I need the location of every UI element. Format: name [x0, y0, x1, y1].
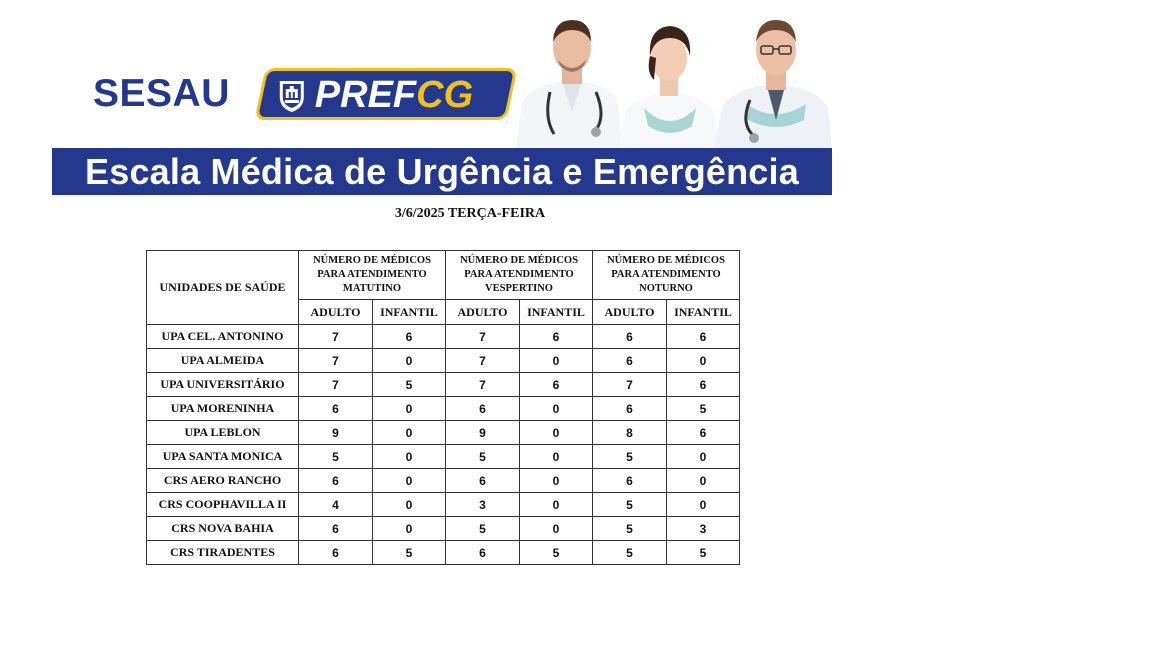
table-body — [147, 325, 740, 565]
doctor-count-cell: 0 — [667, 493, 740, 517]
unit-name: UPA CEL. ANTONINO — [147, 325, 299, 349]
doctor-count-cell: 0 — [520, 493, 593, 517]
group-line: MATUTINO — [342, 283, 402, 294]
unit-name: UPA MORENINHA — [147, 397, 299, 421]
group-line: PARA ATENDIMENTO — [611, 269, 721, 280]
group-line: NÚMERO DE MÉDICOS — [607, 255, 725, 266]
table-row — [147, 445, 740, 469]
sub-infant-header: INFANTIL — [520, 300, 593, 325]
doctor-count-cell: 7 — [299, 349, 373, 373]
doctor-count-cell: 0 — [520, 517, 593, 541]
doctor-count-cell: 6 — [593, 349, 667, 373]
unit-header: UNIDADES DE SAÚDE — [147, 251, 299, 325]
doctor-count-cell: 0 — [373, 421, 446, 445]
doctor-count-cell: 5 — [667, 541, 740, 565]
doctor-count-cell: 5 — [446, 517, 520, 541]
group-header-matutino — [299, 251, 446, 300]
doctor-count-cell: 5 — [299, 445, 373, 469]
unit-name: CRS COOPHAVILLA II — [147, 493, 299, 517]
table-row — [147, 517, 740, 541]
doctor-count-cell: 5 — [593, 445, 667, 469]
doctor-count-cell: 6 — [667, 373, 740, 397]
group-header-vespertino — [446, 251, 593, 300]
doctor-count-cell: 6 — [299, 469, 373, 493]
doctor-count-cell: 6 — [373, 325, 446, 349]
doctor-count-cell: 0 — [373, 469, 446, 493]
doctor-count-cell: 4 — [299, 493, 373, 517]
header-banner — [52, 8, 832, 195]
doctor-count-cell: 6 — [667, 325, 740, 349]
unit-name: CRS AERO RANCHO — [147, 469, 299, 493]
doctor-count-cell: 6 — [299, 397, 373, 421]
group-line: NÚMERO DE MÉDICOS — [313, 255, 431, 266]
table-header-row — [147, 251, 740, 300]
doctor-right-figure — [714, 20, 832, 148]
doctor-count-cell: 0 — [373, 349, 446, 373]
sub-infant-header: INFANTIL — [373, 300, 446, 325]
doctor-count-cell: 0 — [520, 397, 593, 421]
table-row — [147, 397, 740, 421]
doctor-count-cell: 0 — [667, 469, 740, 493]
doctor-count-cell: 6 — [593, 469, 667, 493]
unit-name: CRS TIRADENTES — [147, 541, 299, 565]
doctor-count-cell: 3 — [446, 493, 520, 517]
doctor-count-cell: 3 — [667, 517, 740, 541]
doctor-middle-figure — [618, 26, 720, 148]
sub-adult-header: ADULTO — [593, 300, 667, 325]
doctor-count-cell: 5 — [373, 373, 446, 397]
doctor-count-cell: 0 — [520, 349, 593, 373]
doctor-count-cell: 5 — [593, 517, 667, 541]
table-row — [147, 469, 740, 493]
doctor-count-cell: 5 — [446, 445, 520, 469]
page-title: Escala Médica de Urgência e Emergência — [85, 150, 799, 192]
doctor-count-cell: 5 — [373, 541, 446, 565]
doctor-count-cell: 6 — [446, 541, 520, 565]
table-row — [147, 373, 740, 397]
table-row — [147, 325, 740, 349]
doctor-count-cell: 6 — [520, 325, 593, 349]
doctor-count-cell: 6 — [667, 421, 740, 445]
group-line: NOTURNO — [639, 283, 693, 294]
unit-name: UPA ALMEIDA — [147, 349, 299, 373]
doctor-count-cell: 6 — [299, 541, 373, 565]
city-crest-icon — [277, 77, 307, 113]
doctor-count-cell: 7 — [593, 373, 667, 397]
doctor-count-cell: 6 — [593, 325, 667, 349]
doctor-count-cell: 5 — [520, 541, 593, 565]
doctor-left-figure — [516, 20, 622, 148]
group-line: PARA ATENDIMENTO — [464, 269, 574, 280]
doctor-count-cell: 7 — [446, 349, 520, 373]
doctor-count-cell: 0 — [520, 445, 593, 469]
group-line: PARA ATENDIMENTO — [317, 269, 427, 280]
doctor-count-cell: 7 — [299, 325, 373, 349]
prefcg-cg: CG — [416, 74, 474, 116]
doctor-count-cell: 5 — [593, 493, 667, 517]
date-line: 3/6/2025 TERÇA-FEIRA — [394, 206, 546, 221]
doctor-count-cell: 5 — [667, 397, 740, 421]
sesau-label: SESAU — [93, 72, 230, 115]
prefcg-pref: PREF — [314, 74, 417, 116]
doctor-count-cell: 6 — [593, 397, 667, 421]
table-row — [147, 349, 740, 373]
title-bar — [52, 148, 832, 195]
doctor-count-cell: 0 — [373, 445, 446, 469]
doctor-count-cell: 0 — [373, 397, 446, 421]
group-line: VESPERTINO — [485, 283, 553, 294]
sub-adult-header: ADULTO — [446, 300, 520, 325]
doctor-count-cell: 7 — [299, 373, 373, 397]
prefcg-text — [315, 72, 473, 118]
doctor-count-cell: 0 — [667, 445, 740, 469]
doctor-count-cell: 8 — [593, 421, 667, 445]
unit-name: UPA SANTA MONICA — [147, 445, 299, 469]
doctor-count-cell: 6 — [299, 517, 373, 541]
doctor-count-cell: 0 — [520, 421, 593, 445]
doctor-count-cell: 7 — [446, 373, 520, 397]
unit-name: CRS NOVA BAHIA — [147, 517, 299, 541]
doctor-count-cell: 6 — [446, 469, 520, 493]
doctor-count-cell: 0 — [373, 493, 446, 517]
doctor-count-cell: 5 — [593, 541, 667, 565]
doctor-count-cell: 9 — [299, 421, 373, 445]
unit-name: UPA LEBLON — [147, 421, 299, 445]
prefcg-logo — [254, 68, 517, 120]
doctor-count-cell: 6 — [446, 397, 520, 421]
table-row — [147, 541, 740, 565]
sesau-logo — [93, 71, 230, 117]
group-header-noturno — [593, 251, 740, 300]
doctor-count-cell: 0 — [667, 349, 740, 373]
doctor-count-cell: 6 — [520, 373, 593, 397]
doctors-photo — [514, 8, 832, 148]
schedule-table — [146, 250, 740, 565]
doctor-count-cell: 9 — [446, 421, 520, 445]
doctor-count-cell: 0 — [373, 517, 446, 541]
table-row — [147, 421, 740, 445]
sub-infant-header: INFANTIL — [667, 300, 740, 325]
sub-adult-header: ADULTO — [299, 300, 373, 325]
unit-name: UPA UNIVERSITÁRIO — [147, 373, 299, 397]
group-line: NÚMERO DE MÉDICOS — [460, 255, 578, 266]
doctor-count-cell: 0 — [520, 469, 593, 493]
doctor-count-cell: 7 — [446, 325, 520, 349]
table-row — [147, 493, 740, 517]
